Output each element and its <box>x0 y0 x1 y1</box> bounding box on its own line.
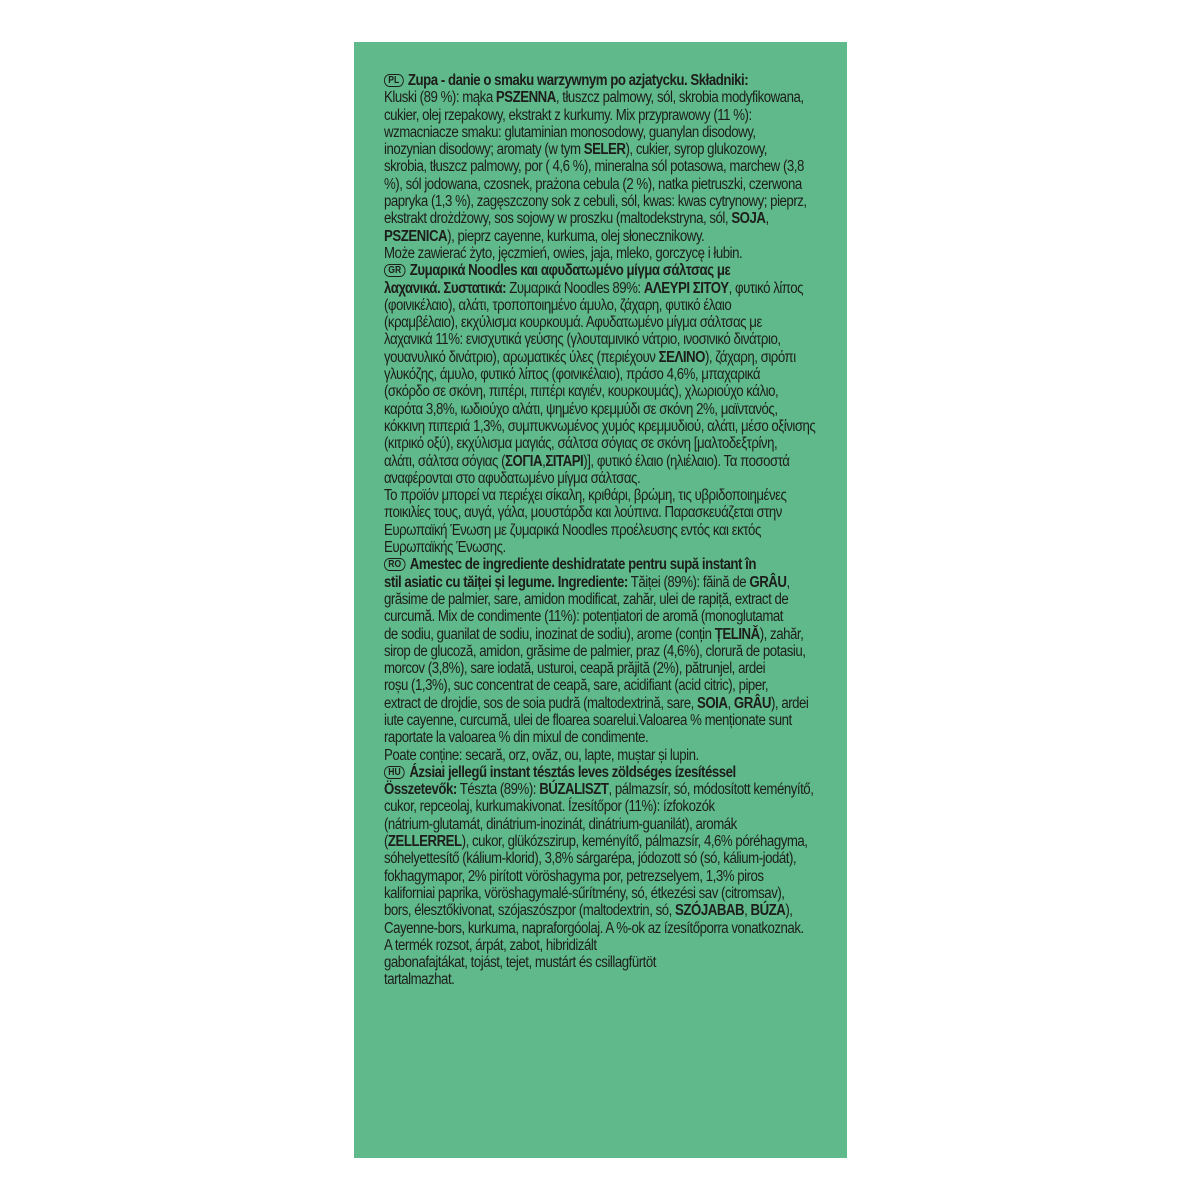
text-run: ), <box>785 902 793 920</box>
text-line <box>384 401 814 418</box>
text-line <box>384 418 814 435</box>
ingredients-label-panel <box>354 42 847 1158</box>
text-run: ), zahăr, <box>759 625 804 643</box>
text-run: αλάτι, σάλτσα σόγιας ( <box>384 452 506 470</box>
text-line <box>384 643 814 660</box>
bold-text: SOIA <box>696 694 728 712</box>
text-run: inozynian disodowy; aromaty (w tym <box>384 141 584 159</box>
text-run: cukor, repceolaj, kurkumakivonat. Ízesítőpor (11%): ízfokozók <box>384 798 715 816</box>
text-line <box>384 228 814 245</box>
text-line <box>384 383 814 400</box>
text-run: fokhagymapor, 2% pirított vöröshagyma por, petrezselyem, 1,3% piros <box>384 867 764 885</box>
text-run: λαχανικά 11%: ενισχυτικά γεύσης (γλουταμινικό νάτριο, ινοσινικό δινάτριο, <box>384 331 781 349</box>
text-line <box>384 453 814 470</box>
bold-text: Amestec de ingrediente deshidratate pentru supă instant în <box>409 556 757 574</box>
bold-text: stil asiatic cu tăiței și legume. Ingrediente: <box>384 573 628 591</box>
bold-text: BÚZA <box>750 902 786 920</box>
text-run: iute cayenne, curcumă, ulei de floarea soarelui.Valoarea % menționate sunt <box>384 711 792 729</box>
text-line <box>384 626 814 643</box>
text-line <box>384 695 814 712</box>
text-run: Poate conține: secară, orz, ovăz, ou, lapte, muștar și lupin. <box>384 746 699 764</box>
bold-text: Ζυμαρικά Noodles και αφυδατωμένο μίγμα σάλτσας με <box>409 262 731 280</box>
bold-text: ΣΕΛΙΝΟ <box>658 348 705 366</box>
text-run: ), cukor, glükózszirup, keményítő, pálmazsír, 4,6% póréhagyma, <box>461 833 808 851</box>
text-run: grăsime de palmier, sare, amidon modificat, zahăr, ulei de rapiță, extract de <box>384 590 789 608</box>
language-code-badge: GR <box>384 264 406 277</box>
text-line <box>384 193 814 210</box>
bold-text: ȚELINĂ <box>714 625 760 643</box>
text-line <box>384 556 814 573</box>
text-run: , <box>727 694 734 712</box>
text-run: (κραμβέλαιο), εκχύλισμα κουρκουμά. Αφυδατωμένο μίγμα σάλτσας με <box>384 314 762 332</box>
text-line <box>384 764 814 781</box>
text-run: κόκκινη πιπεριά 1,3%, συμπυκνωμένος χυμός κρεμμυδιού, αλάτι, μέσο οξίνισης <box>384 417 816 435</box>
language-code-badge: RO <box>384 558 406 571</box>
bold-text: GRÂU <box>749 573 787 591</box>
bold-text: SOJA <box>731 210 766 228</box>
text-run: (φοινικέλαιο), αλάτι, τροποποιημένο άμυλο, ζάχαρη, φυτικό έλαιο <box>384 296 732 314</box>
bold-text: ΑΛΕΥΡΙ ΣΙΤΟΥ <box>643 279 729 297</box>
bold-text: SELER <box>583 141 626 159</box>
text-line <box>384 868 814 885</box>
text-line <box>384 210 814 227</box>
text-line <box>384 89 814 106</box>
text-run: raportate la valoarea % din mixul de condimente. <box>384 729 649 747</box>
text-line <box>384 72 814 89</box>
text-line <box>384 262 814 279</box>
text-run: papryka (1,3 %), zagęszczony sok z cebuli, sól, kwas: kwas cytrynowy; pieprz, <box>384 193 807 211</box>
text-line <box>384 349 814 366</box>
text-line <box>384 677 814 694</box>
text-line <box>384 331 814 348</box>
text-run: wzmacniacze smaku: glutaminian monosodowy, guanylan disodowy, <box>384 123 756 141</box>
text-run: Ζυμαρικά Noodles 89%: <box>506 279 644 297</box>
text-run: skrobia, tłuszcz palmowy, por ( 4,6 %), mineralna sól potasowa, marchew (3,8 <box>384 158 804 176</box>
text-run: Το προϊόν μπορεί να περιέχει σίκαλη, κριθάρι, βρώμη, τις υβριδοποιημένες <box>384 487 787 505</box>
text-line <box>384 712 814 729</box>
text-line <box>384 297 814 314</box>
text-run: bors, élesztőkivonat, szójaszószpor (maltodextrin, só, <box>384 902 676 920</box>
text-line <box>384 954 814 971</box>
text-run: Może zawierać żyto, jęczmień, owies, jaja, mleko, gorczycę i łubin. <box>384 244 743 262</box>
bold-text: λαχανικά. Συστατικά: <box>384 279 507 297</box>
text-run: roșu (1,3%), suc concentrat de ceapă, sare, acidifiant (acid citric), piper, <box>384 677 769 695</box>
text-run: γουανυλικό δινάτριο), αρωματικές ύλες (περιέχουν <box>384 348 659 366</box>
text-line <box>384 435 814 452</box>
text-run: ποικιλίες τους, αυγά, γάλα, μουστάρδα και λούπινα. Παρασκευάζεται στην <box>384 504 782 522</box>
text-run: gabonafajtákat, tojást, tejet, mustárt és csillagfürtöt <box>384 954 656 972</box>
text-line <box>384 885 814 902</box>
text-run: )], φυτικό έλαιο (ηλιέλαιο). Τα ποσοστά <box>583 452 790 470</box>
text-line <box>384 747 814 764</box>
text-line <box>384 798 814 815</box>
text-line <box>384 366 814 383</box>
text-run: de sodiu, guanilat de sodiu, inozinat de sodiu), arome (conțin <box>384 625 715 643</box>
text-run: (σκόρδο σε σκόνη, πιπέρι, πιπέρι καγιέν, κουρκουμάς), χλωριούχο κάλιο, <box>384 383 779 401</box>
text-run: , <box>786 573 790 591</box>
text-run: , tłuszcz palmowy, sól, skrobia modyfikowana, <box>555 89 804 107</box>
text-run: Ευρωπαϊκής Ένωσης. <box>384 539 506 557</box>
text-line <box>384 937 814 954</box>
text-line <box>384 660 814 677</box>
section-pl <box>384 72 814 262</box>
text-run: A termék rozsot, árpát, zabot, hibridizált <box>384 936 597 954</box>
bold-text: PSZENICA <box>384 227 448 245</box>
text-run: kaliforniai paprika, vöröshagymalé-sűrítmény, só, étkezési sav (citromsav), <box>384 884 785 902</box>
text-line <box>384 176 814 193</box>
text-run: extract de drojdie, sos de soia pudră (maltodextrină, sare, <box>384 694 697 712</box>
text-run: sirop de glucoză, amidon, grăsime de palmier, praz (4,6%), clorură de potasiu, <box>384 642 806 660</box>
text-line <box>384 850 814 867</box>
text-line <box>384 539 814 556</box>
text-line <box>384 574 814 591</box>
text-run: (κιτρικό οξύ), εκχύλισμα μαγιάς, σάλτσα σόγιας σε σκόνη [μαλτοδεξτρίνη, <box>384 435 778 453</box>
text-line <box>384 608 814 625</box>
text-run: sóhelyettesítő (kálium-klorid), 3,8% sárgarépa, jódozott só (só, kálium-jodát), <box>384 850 797 868</box>
text-run: morcov (3,8%), sare iodată, usturoi, ceapă prăjită (2%), pătrunjel, ardei <box>384 660 766 678</box>
text-run: καρότα 3,8%, ιωδιούχο αλάτι, ψημένο κρεμμύδι σε σκόνη 2%, μαϊντανός, <box>384 400 778 418</box>
text-run: curcumă. Mix de condimente (11%): potențiatori de aromă (monoglutamat <box>384 608 783 626</box>
text-line <box>384 124 814 141</box>
text-line <box>384 902 814 919</box>
text-run: Tăiței (89%): făină de <box>627 573 750 591</box>
text-run: tartalmazhat. <box>384 971 455 989</box>
text-run: αναφέρονται στο αφυδατωμένο μίγμα σάλτσας. <box>384 469 641 487</box>
text-run: ), cukier, syrop glukozowy, <box>625 141 767 159</box>
section-gr <box>384 262 814 556</box>
text-run: , φυτικό λίπος <box>728 279 804 297</box>
text-run: , <box>542 452 546 470</box>
text-line <box>384 729 814 746</box>
bold-text: Összetevők: <box>384 781 457 799</box>
text-run: ), ardei <box>770 694 809 712</box>
section-ro <box>384 556 814 764</box>
text-line <box>384 141 814 158</box>
bold-text: SZÓJABAB <box>675 902 745 920</box>
text-run: Cayenne-bors, kurkuma, napraforgóolaj. A %-ok az ízesítőporra vonatkoznak. <box>384 919 804 937</box>
text-run: (nátrium-glutamát, dinátrium-inozinát, dinátrium-guanilát), aromák <box>384 815 737 833</box>
language-code-badge: HU <box>384 766 405 779</box>
text-line <box>384 470 814 487</box>
text-line <box>384 487 814 504</box>
ingredients-text <box>384 72 814 989</box>
text-line <box>384 920 814 937</box>
text-line <box>384 591 814 608</box>
text-run: ), pieprz cayenne, kurkuma, olej słonecznikowy. <box>447 227 705 245</box>
text-line <box>384 314 814 331</box>
text-run: Kluski (89 %): mąka <box>384 89 496 107</box>
text-run: γλυκόζης, άμυλο, φυτικό λίπος (φοινικέλαιο), πράσο 4,6%, μπαχαρικά <box>384 366 761 384</box>
bold-text: ΣΟΓΙΑ <box>505 452 543 470</box>
bold-text: ZELLERREL <box>387 833 462 851</box>
text-run: ), ζάχαρη, σιρόπι <box>704 348 796 366</box>
bold-text: Ázsiai jellegű instant tésztás leves zöldséges ízesítéssel <box>409 763 736 781</box>
text-line <box>384 522 814 539</box>
bold-text: GRÂU <box>733 694 771 712</box>
text-line <box>384 245 814 262</box>
text-line <box>384 781 814 798</box>
section-hu <box>384 764 814 989</box>
bold-text: BÚZALISZT <box>539 781 609 799</box>
text-run: Tészta (89%): <box>456 781 540 799</box>
text-line <box>384 280 814 297</box>
text-run: ekstrakt drożdżowy, sos sojowy w proszku (maltodekstryna, sól, <box>384 210 732 228</box>
text-run: Ευρωπαϊκή Ένωση με ζυμαρικά Noodles προέλευσης εντός και εκτός <box>384 521 761 539</box>
bold-text: ΣΙΤΑΡΙ <box>545 452 584 470</box>
text-run: , <box>765 210 769 228</box>
text-run: ( <box>384 833 388 851</box>
text-line <box>384 158 814 175</box>
bold-text: Zupa - danie o smaku warzywnym po azjatycku. Składniki: <box>407 72 749 89</box>
text-run: , <box>744 902 751 920</box>
text-line <box>384 816 814 833</box>
text-line <box>384 107 814 124</box>
text-run: cukier, olej rzepakowy, ekstrakt z kurkumy. Mix przyprawowy (11 %): <box>384 106 752 124</box>
text-line <box>384 504 814 521</box>
text-line <box>384 971 814 988</box>
language-code-badge: PL <box>384 74 404 87</box>
text-run: , pálmazsír, só, módosított keményítő, <box>608 781 814 799</box>
text-line <box>384 833 814 850</box>
text-run: %), sól jodowana, czosnek, prażona cebula (2 %), natka pietruszki, czerwona <box>384 175 802 193</box>
bold-text: PSZENNA <box>495 89 556 107</box>
